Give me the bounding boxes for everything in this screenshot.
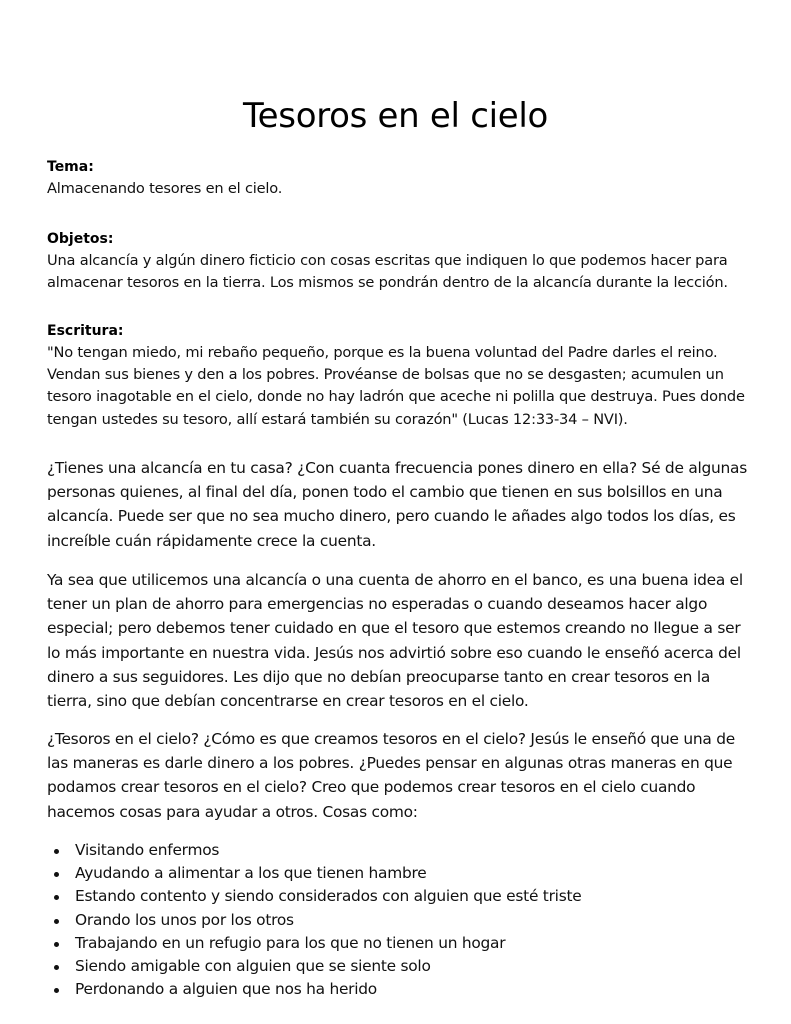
list-item-text: Siendo amigable con alguien que se siente solo xyxy=(75,957,431,976)
list-item-text: Ayudando a alimentar a los que tienen hambre xyxy=(75,864,427,883)
list-item xyxy=(47,909,747,932)
list-item-text: Perdonando a alguien que nos ha herido xyxy=(75,980,377,999)
escritura-label: Escritura: xyxy=(47,323,124,339)
bullet-icon xyxy=(54,942,59,947)
bullet-icon xyxy=(54,965,59,970)
list-item-text: Visitando enfermos xyxy=(75,841,220,859)
list-item-text: Trabajando en un refugio para los que no tienen un hogar xyxy=(75,933,506,952)
escritura-section xyxy=(47,320,747,431)
paragraph-savings: Ya sea que utilicemos una alcancía o una cuenta de ahorro en el banco, es una buena idea el tener un plan de ahorro para emergencias no esperadas o cuando deseamos hacer algo especial; pero debemos tener cuidado en que el tesoro que estemos creando no llegue a ser lo más importante en nuestra vida. Jesús nos advirtió sobre eso cuando le enseñó acerca del dinero a sus seguidores. Les dijo que no debían preocuparse tanto en crear tesoros en la tierra, sino que debían concentrarse en crear tesoros en el cielo. xyxy=(47,571,743,711)
list-item xyxy=(47,932,747,955)
list-item-text: Orando los unos por los otros xyxy=(75,910,294,929)
escritura-text: "No tengan miedo, mi rebaño pequeño, porque es la buena voluntad del Padre darles el reino. Vendan sus bienes y den a los pobres. Provéanse de bolsas que no se desgasten; acumulen un tesoro inagotable en el cielo, donde no hay ladrón que aceche ni polilla que destruya. Pues donde tengan ustedes su tesoro, allí estará también su corazón" (Lucas 12:33-34 – NVI). xyxy=(47,344,745,428)
list-item xyxy=(47,839,747,862)
objetos-text: Una alcancía y algún dinero ficticio con cosas escritas que indiquen lo que podemos hacer para almacenar tesoros en la tierra. Los mismos se pondrán dentro de la alcancía durante la lección. xyxy=(47,252,728,292)
bullet-icon xyxy=(54,872,59,877)
bullet-icon xyxy=(54,919,59,924)
list-item-text: Estando contento y siendo considerados con alguien que esté triste xyxy=(75,887,582,906)
tema-text: Almacenando tesores en el cielo. xyxy=(47,180,283,197)
list-item xyxy=(47,978,747,1001)
bullet-icon xyxy=(54,988,59,993)
list-item xyxy=(47,885,747,908)
tema-label: Tema: xyxy=(47,159,94,175)
page-title: Tesoros en el cielo xyxy=(242,96,549,136)
objetos-label: Objetos: xyxy=(47,231,114,247)
bullet-icon xyxy=(54,895,59,900)
list-item xyxy=(47,862,747,885)
bullet-icon xyxy=(54,849,59,854)
paragraph-treasures: ¿Tesoros en el cielo? ¿Cómo es que creamos tesoros en el cielo? Jesús le enseñó que una de las maneras es darle dinero a los pobres. ¿Puedes pensar en algunas otras maneras en que podamos crear tesoros en el cielo? Creo que podemos crear tesoros en el cielo cuando hacemos cosas para ayudar a otros. Cosas como: xyxy=(47,730,735,821)
ways-list xyxy=(47,839,747,1001)
paragraph-piggy-bank: ¿Tienes una alcancía en tu casa? ¿Con cuanta frecuencia pones dinero en ella? Sé de algunas personas quienes, al final del día, ponen todo el cambio que tienen en sus bolsillos en una alcancía. Puede ser que no sea mucho dinero, pero cuando le añades algo todos los días, es increíble cuán rápidamente crece la cuenta. xyxy=(47,459,748,550)
objetos-section xyxy=(47,228,747,294)
list-item xyxy=(47,955,747,978)
tema-section xyxy=(47,156,747,200)
